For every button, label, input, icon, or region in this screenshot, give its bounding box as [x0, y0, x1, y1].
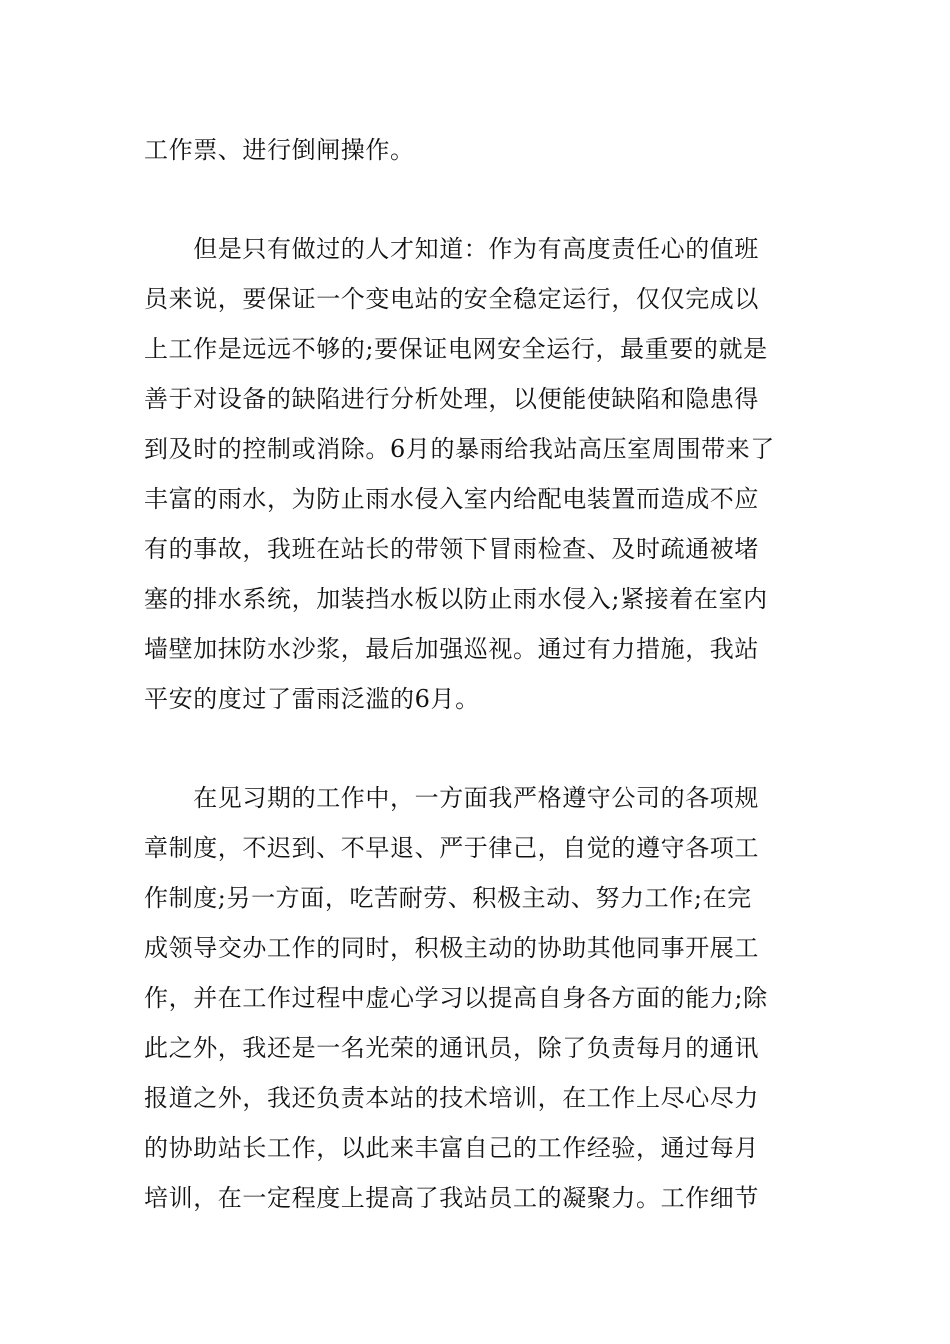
text-line: 员来说，要保证一个变电站的安全稳定运行，仅仅完成以 [144, 285, 759, 313]
text-line: 善于对设备的缺陷进行分析处理，以便能使缺陷和隐患得 [144, 385, 759, 413]
text-line: 但是只有做过的人才知道：作为有高度责任心的值班 [144, 235, 759, 263]
text-line: 墙壁加抹防水沙浆，最后加强巡视。通过有力措施，我站 [144, 635, 759, 663]
text-line: 培训，在一定程度上提高了我站员工的凝聚力。工作细节 [144, 1184, 759, 1212]
text-line: 有的事故，我班在站长的带领下冒雨检查、及时疏通被堵 [144, 535, 759, 563]
text-line: 上工作是远远不够的;要保证电网安全运行，最重要的就是 [144, 335, 768, 363]
text-line: 作，并在工作过程中虚心学习以提高自身各方面的能力;除 [144, 984, 768, 1012]
text-line: 工作票、进行倒闸操作。 [144, 136, 415, 164]
text-line: 的协助站长工作，以此来丰富自己的工作经验，通过每月 [144, 1134, 759, 1162]
text-line: 此之外，我还是一名光荣的通讯员，除了负责每月的通讯 [144, 1034, 759, 1062]
text-line: 报道之外，我还负责本站的技术培训，在工作上尽心尽力 [144, 1084, 759, 1112]
text-line: 章制度，不迟到、不早退、严于律己，自觉的遵守各项工 [144, 834, 759, 862]
text-line: 在见习期的工作中，一方面我严格遵守公司的各项规 [144, 784, 759, 812]
text-line: 成领导交办工作的同时，积极主动的协助其他同事开展工 [144, 934, 759, 962]
text-line: 平安的度过了雷雨泛滥的6月。 [144, 685, 480, 713]
text-line: 塞的排水系统，加装挡水板以防止雨水侵入;紧接着在室内 [144, 585, 768, 613]
text-line: 作制度;另一方面，吃苦耐劳、积极主动、努力工作;在完 [144, 884, 752, 912]
text-line: 到及时的控制或消除。6月的暴雨给我站高压室周围带来了 [144, 435, 775, 463]
text-line: 丰富的雨水，为防止雨水侵入室内给配电装置而造成不应 [144, 485, 759, 513]
